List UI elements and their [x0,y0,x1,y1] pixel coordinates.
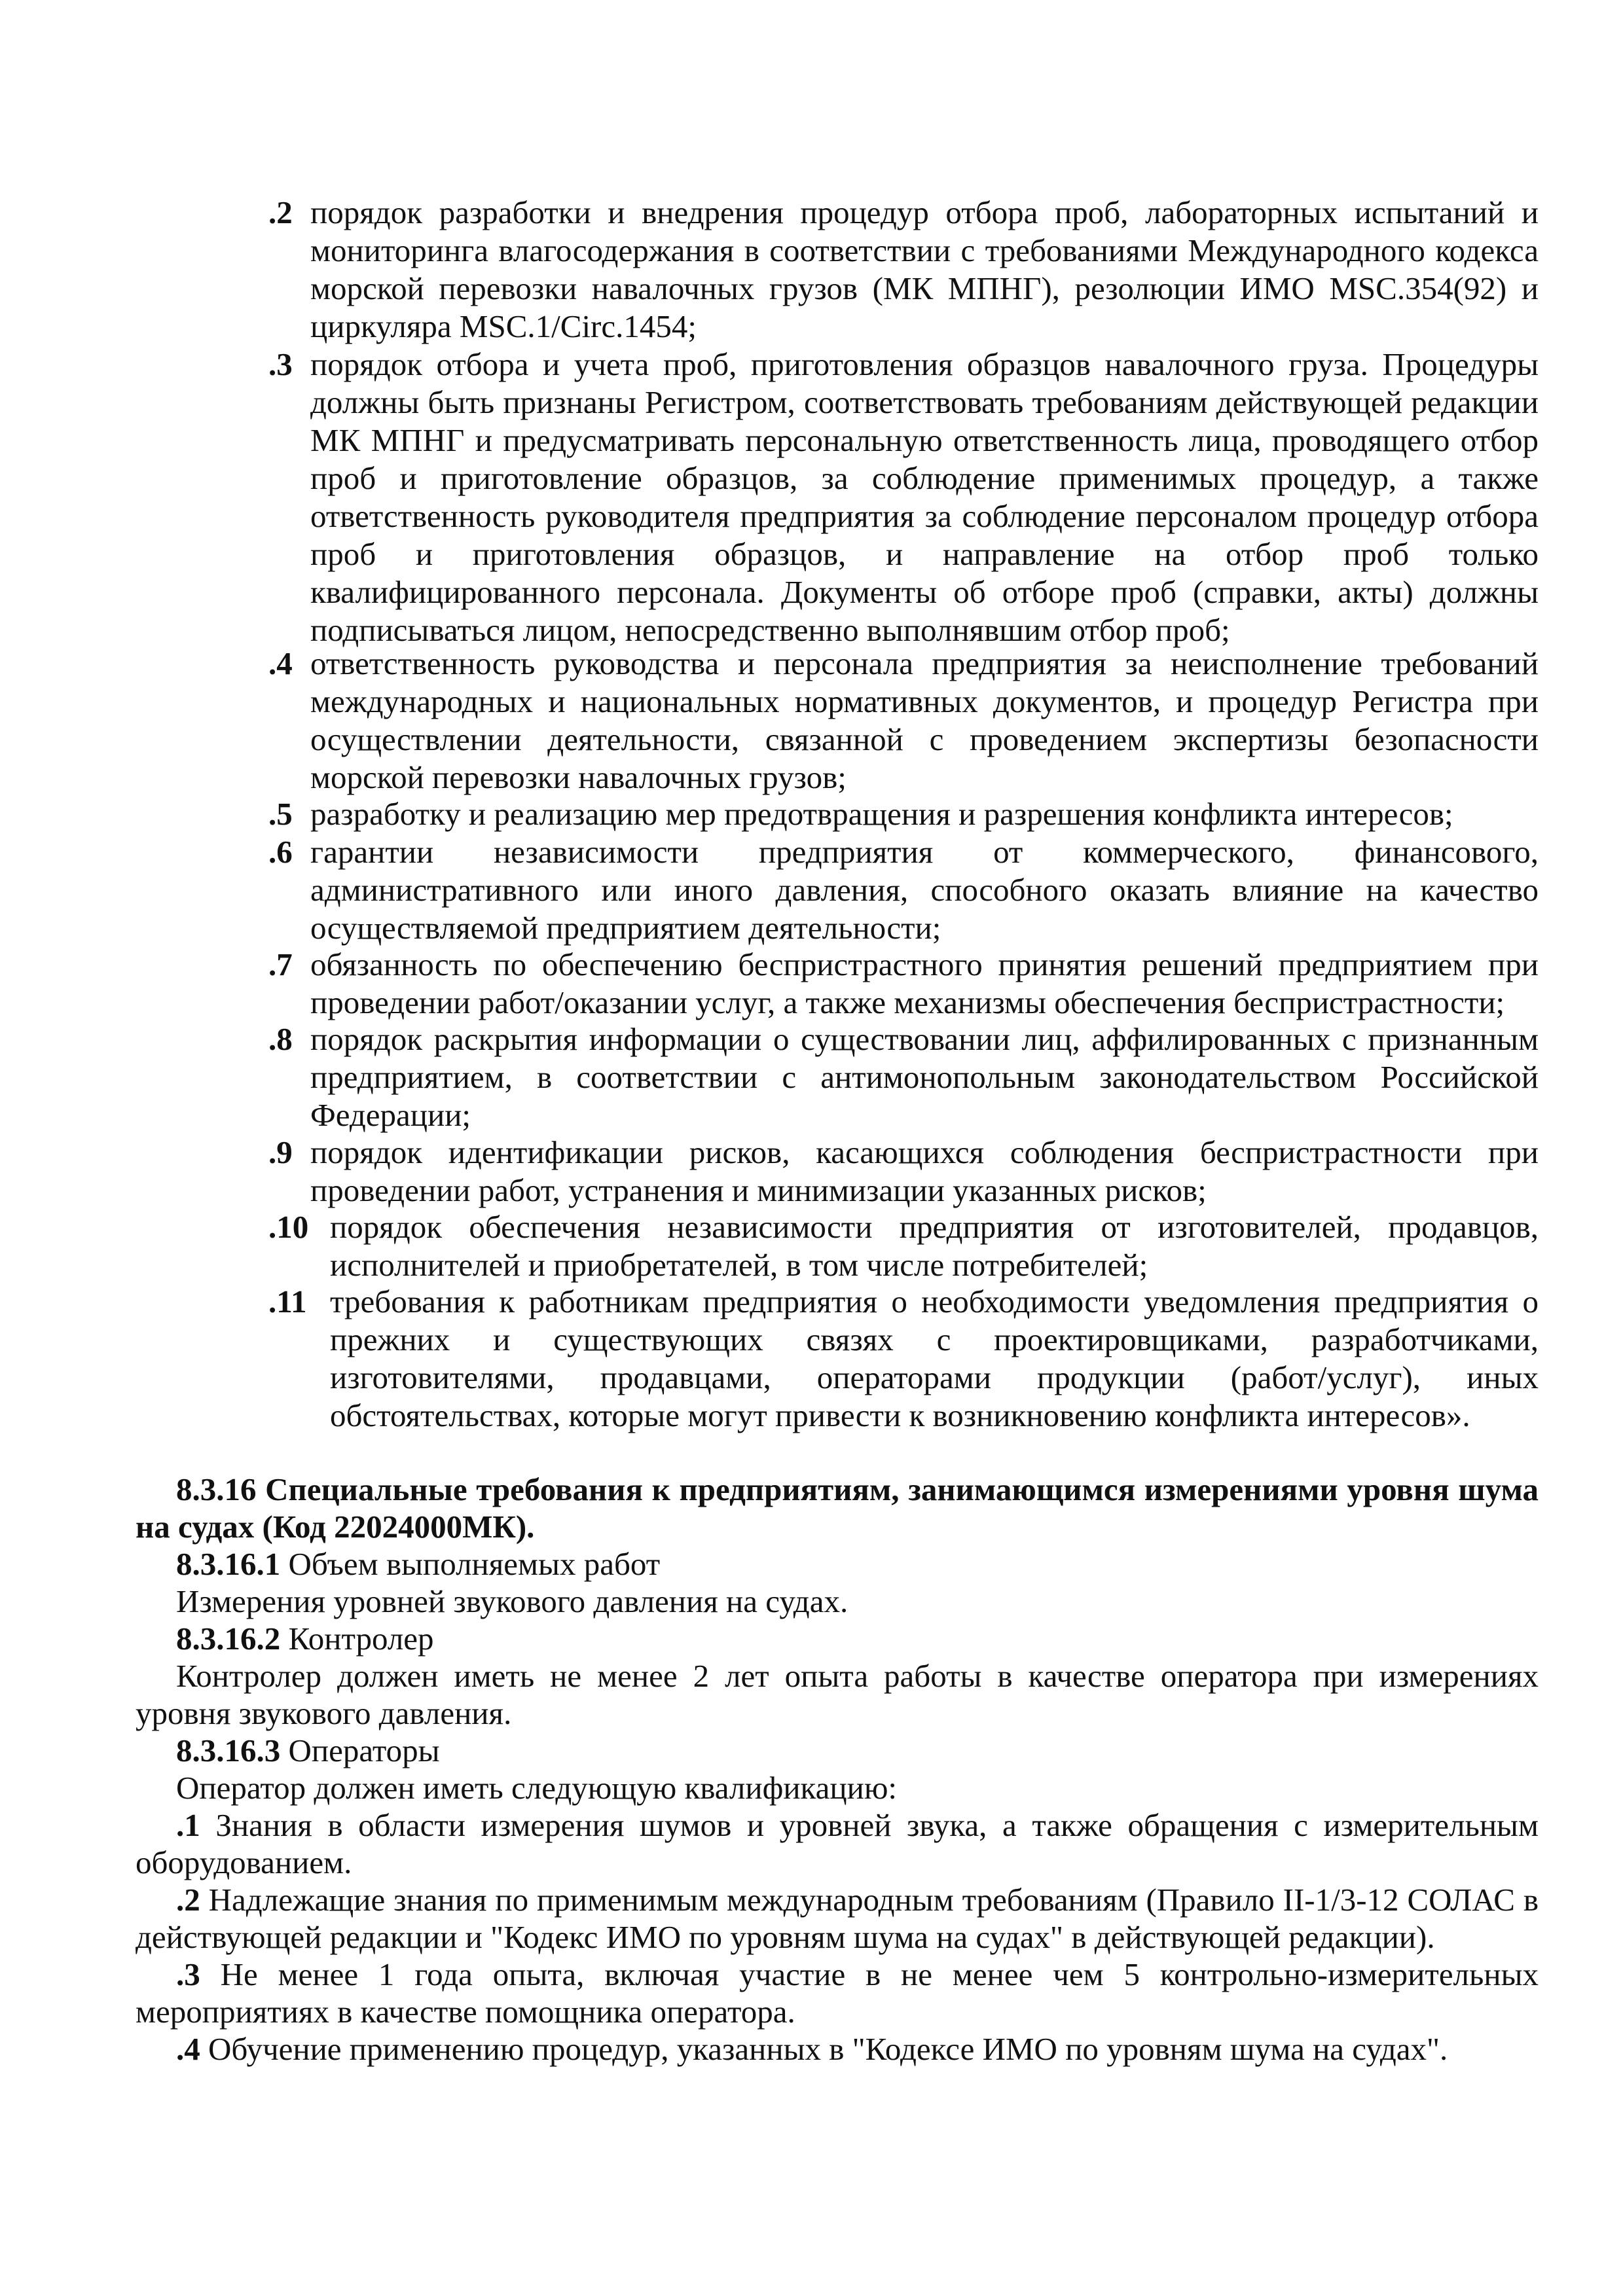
subsection-number: 8.3.16.3 [176,1732,281,1768]
list-item-3 [268,346,1539,649]
list-item-number: .8 [268,1021,293,1057]
section-heading [136,1471,1539,1545]
list-item-2 [268,194,1539,346]
subsection-3-intro: Оператор должен иметь следующую квалификацию: [176,1770,898,1806]
list-item-text: разработку и реализацию мер предотвращения и разрешения конфликта интересов; [310,796,1453,832]
list-item-text: порядок обеспечения независимости предприятия от изготовителей, продавцов, исполнителей и приобретателей, в том числе потребителей; [330,1209,1539,1283]
list-item-text: порядок идентификации рисков, касающихся соблюдения беспристрастности при проведении работ, устранения и минимизации указанных рисков; [310,1134,1539,1208]
list-item-number: .11 [268,1283,307,1319]
list-item-text: требования к работникам предприятия о необходимости уведомления предприятия о прежних и существующих связях с проектировщиками, разработчиками, изготовителями, продавцами, операторами продукции (работ/услуг), иных обстоятельствах, которые могут привести к возникновению конфликта интересов». [330,1283,1539,1433]
qualification-3 [136,1956,1539,2030]
list-item-10 [268,1208,1539,1284]
qualification-number: .4 [176,2031,200,2067]
list-item-text: порядок отбора и учета проб, приготовления образцов навалочного груза. Процедуры должны быть признаны Регистром, соответствовать требованиям действующей редакции МК МПНГ и предусматривать персональную ответственность лица, проводящего отбор проб и приготовление образцов, за соблюдение применимых процедур, а также ответственность руководителя предприятия за соблюдение персоналом процедур отбора проб и приготовления образцов, и направление на отбор проб только квалифицированного персонала. Документы об отборе проб (справки, акты) должны подписываться лицом, непосредственно выполнявшим отбор проб; [310,346,1539,648]
qualification-4 [136,2030,1539,2068]
subsection-number: 8.3.16.2 [176,1621,281,1657]
qualification-text: Не менее 1 года опыта, включая участие в не менее чем 5 контрольно-измерительных мероприятиях в качестве помощника оператора. [136,1956,1539,2030]
list-item-number: .6 [268,834,293,870]
list-item-11 [268,1283,1539,1435]
qualification-2 [136,1881,1539,1956]
subsection-title: Контролер [288,1621,434,1657]
list-item-text: порядок разработки и внедрения процедур отбора проб, лабораторных испытаний и мониторинга влагосодержания в соответствии с требованиями Международного кодекса морской перевозки навалочных грузов (МК МПНГ), резолюции ИМО MSC.354(92) и циркуляра MSC.1/Circ.1454; [310,194,1539,344]
list-item-9 [268,1134,1539,1210]
section-heading-number: 8.3.16 [176,1471,257,1507]
list-item-number: .10 [268,1209,309,1245]
subsection-2-title [136,1620,1539,1657]
qualification-number: .2 [176,1882,200,1918]
subsection-1-text: Измерения уровней звукового давления на судах. [176,1583,848,1619]
list-item-8 [268,1020,1539,1134]
list-item-text: гарантии независимости предприятия от коммерческого, финансового, административного или иного давления, способного оказать влияние на качество осуществляемой предприятием деятельности; [310,834,1539,946]
qualification-text: Обучение применению процедур, указанных в "Кодексе ИМО по уровням шума на судах". [208,2031,1448,2067]
list-item-number: .5 [268,796,293,832]
list-item-number: .7 [268,946,293,982]
qualification-text: Надлежащие знания по применимым международным требованиям (Правило II-1/3-12 СОЛАС в действующей редакции и "Кодекс ИМО по уровням шума на судах" в действующей редакции). [136,1882,1539,1955]
list-item-number: .2 [268,194,293,230]
subsection-title: Объем выполняемых работ [288,1546,661,1582]
qualification-number: .3 [176,1956,200,1992]
subsection-3-title [136,1732,1539,1769]
list-item-number: .3 [268,346,293,382]
qualification-number: .1 [176,1807,200,1843]
subsection-1-title [136,1545,1539,1583]
list-item-text: обязанность по обеспечению беспристрастного принятия решений предприятием при проведении работ/оказании услуг, а также механизмы обеспечения беспристрастности; [310,946,1539,1020]
list-item-7 [268,946,1539,1022]
list-item-5 [268,795,1539,833]
list-item-number: .9 [268,1134,293,1170]
list-item-4 [268,645,1539,797]
subsection-title: Операторы [288,1732,440,1768]
subsection-number: 8.3.16.1 [176,1546,281,1582]
qualification-text: Знания в области измерения шумов и уровней звука, а также обращения с измерительным оборудованием. [136,1807,1539,1880]
list-item-text: порядок раскрытия информации о существовании лиц, аффилированных с признанным предприятием, в соответствии с антимонопольным законодательством Российской Федерации; [310,1021,1539,1133]
list-item-6 [268,833,1539,947]
qualification-1 [136,1806,1539,1881]
section-heading-text: Специальные требования к предприятиям, занимающимся измерениями уровня шума на судах (Код 22024000МК). [136,1471,1539,1545]
list-item-text: ответственность руководства и персонала предприятия за неисполнение требований международных и национальных нормативных документов, и процедур Регистра при осуществлении деятельности, связанной с проведением экспертизы безопасности морской перевозки навалочных грузов; [310,645,1539,795]
list-item-number: .4 [268,645,293,681]
subsection-2-text: Контролер должен иметь не менее 2 лет опыта работы в качестве оператора при измерениях уровня звукового давления. [136,1658,1539,1731]
